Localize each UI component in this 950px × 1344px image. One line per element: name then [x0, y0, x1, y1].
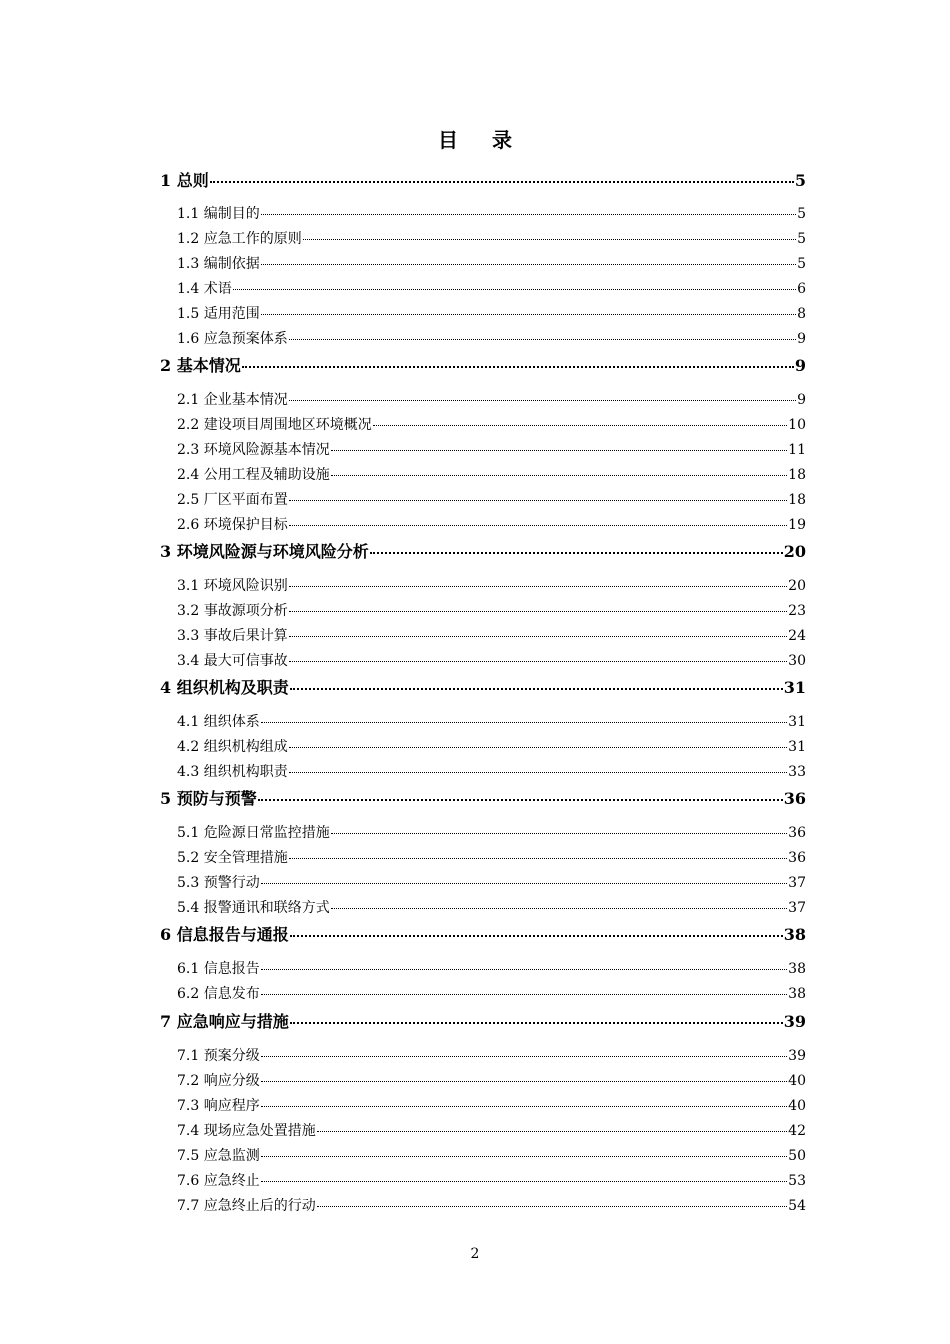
toc-dot-leader [261, 314, 796, 315]
toc-entry-page: 53 [788, 1173, 806, 1189]
toc-entry-page: 36 [783, 789, 806, 808]
toc-entry-page: 20 [783, 542, 806, 561]
toc-dot-leader [289, 525, 787, 526]
toc-dot-leader [289, 400, 796, 401]
toc-entry-label: 7.5 应急监测 [177, 1148, 260, 1164]
toc-chapter-entry[interactable] [160, 353, 806, 376]
toc-dot-leader [289, 661, 787, 662]
toc-entry-page: 50 [788, 1148, 806, 1164]
toc-entry-label: 6.2 信息发布 [177, 986, 260, 1002]
toc-entry-page: 19 [788, 517, 806, 533]
toc-dot-leader [261, 1181, 787, 1182]
toc-dot-leader [242, 366, 794, 368]
toc-entry-label: 4.1 组织体系 [177, 714, 260, 730]
toc-entry-page: 20 [788, 578, 806, 594]
toc-entry-label: 7.4 现场应急处置措施 [177, 1123, 316, 1139]
toc-section-entry[interactable] [177, 464, 806, 484]
toc-entry-page: 9 [794, 356, 806, 375]
toc-entry-page: 23 [788, 603, 806, 619]
toc-dot-leader [331, 475, 787, 476]
toc-dot-leader [289, 858, 787, 859]
toc-entry-label: 2.2 建设项目周围地区环境概况 [177, 417, 372, 433]
toc-entry-page: 30 [788, 653, 806, 669]
toc-entry-page: 31 [788, 714, 806, 730]
toc-section-entry[interactable] [177, 872, 806, 892]
toc-entry-page: 11 [788, 442, 806, 458]
toc-section-entry[interactable] [177, 489, 806, 509]
toc-entry-page: 5 [794, 171, 806, 190]
toc-dot-leader [261, 722, 787, 723]
toc-dot-leader [261, 1081, 787, 1082]
toc-entry-page: 9 [797, 392, 806, 408]
toc-entry-page: 40 [788, 1098, 806, 1114]
toc-chapter-entry[interactable] [160, 539, 806, 562]
toc-section-entry[interactable] [177, 389, 806, 409]
toc-entry-page: 36 [788, 850, 806, 866]
toc-section-entry[interactable] [177, 1145, 806, 1165]
toc-entry-page: 38 [783, 925, 806, 944]
toc-entry-label: 3.2 事故源项分析 [177, 603, 288, 619]
toc-entry-label: 7.7 应急终止后的行动 [177, 1198, 316, 1214]
toc-entry-label: 2.6 环境保护目标 [177, 517, 288, 533]
toc-section-entry[interactable] [177, 439, 806, 459]
toc-dot-leader [289, 636, 787, 637]
toc-section-entry[interactable] [177, 650, 806, 670]
toc-entry-label: 6.1 信息报告 [177, 961, 260, 977]
toc-dot-leader [261, 1056, 787, 1057]
toc-section-entry[interactable] [177, 736, 806, 756]
toc-entry-page: 18 [788, 467, 806, 483]
toc-entry-page: 38 [788, 961, 806, 977]
toc-entry-page: 39 [783, 1012, 806, 1031]
toc-entry-label: 5.3 预警行动 [177, 875, 260, 891]
toc-dot-leader [261, 994, 787, 995]
toc-dot-leader [290, 688, 783, 690]
toc-entry-label: 1.3 编制依据 [177, 256, 260, 272]
toc-dot-leader [317, 1131, 787, 1132]
toc-entry-label: 2.4 公用工程及辅助设施 [177, 467, 330, 483]
toc-dot-leader [210, 181, 794, 183]
toc-section-entry[interactable] [177, 847, 806, 867]
toc-entry-page: 8 [797, 306, 806, 322]
toc-entry-label: 3.4 最大可信事故 [177, 653, 288, 669]
toc-entry-page: 9 [797, 331, 806, 347]
toc-entry-page: 31 [788, 739, 806, 755]
toc-entry-label: 6 信息报告与通报 [160, 925, 289, 944]
toc-entry-label: 2 基本情况 [160, 356, 241, 375]
toc-dot-leader [331, 908, 787, 909]
toc-entry-label: 2.1 企业基本情况 [177, 392, 288, 408]
toc-dot-leader [289, 747, 787, 748]
toc-entry-label: 4 组织机构及职责 [160, 678, 289, 697]
toc-section-entry[interactable] [177, 575, 806, 595]
toc-section-entry[interactable] [177, 822, 806, 842]
toc-dot-leader [261, 214, 796, 215]
toc-entry-label: 2.5 厂区平面布置 [177, 492, 288, 508]
toc-section-entry[interactable] [177, 958, 806, 978]
toc-entry-label: 7 应急响应与措施 [160, 1012, 289, 1031]
toc-dot-leader [290, 1022, 783, 1024]
toc-section-entry[interactable] [177, 1120, 806, 1140]
toc-section-entry[interactable] [177, 1045, 806, 1065]
toc-entry-label: 1.4 术语 [177, 281, 232, 297]
toc-dot-leader [289, 611, 787, 612]
toc-entry-page: 5 [797, 256, 806, 272]
toc-entry-page: 36 [788, 825, 806, 841]
toc-section-entry[interactable] [177, 203, 806, 223]
toc-entry-label: 5.4 报警通讯和联络方式 [177, 900, 330, 916]
toc-entry-page: 37 [788, 900, 806, 916]
toc-dot-leader [331, 450, 787, 451]
toc-entry-page: 33 [788, 764, 806, 780]
toc-entry-page: 18 [788, 492, 806, 508]
toc-dot-leader [290, 935, 783, 937]
toc-section-entry[interactable] [177, 1170, 806, 1190]
toc-dot-leader [303, 239, 796, 240]
toc-entry-label: 1.6 应急预案体系 [177, 331, 288, 347]
toc-chapter-entry[interactable] [160, 922, 806, 945]
toc-dot-leader [289, 772, 787, 773]
toc-entry-page: 31 [783, 678, 806, 697]
toc-section-entry[interactable] [177, 711, 806, 731]
toc-entry-label: 3.1 环境风险识别 [177, 578, 288, 594]
toc-entry-page: 42 [788, 1123, 806, 1139]
toc-dot-leader [261, 1106, 787, 1107]
toc-entry-label: 5.1 危险源日常监控措施 [177, 825, 330, 841]
toc-entry-page: 10 [788, 417, 806, 433]
toc-entry-page: 5 [797, 206, 806, 222]
toc-section-entry[interactable] [177, 1070, 806, 1090]
toc-dot-leader [289, 500, 787, 501]
toc-entry-page: 24 [788, 628, 806, 644]
toc-entry-label: 3.3 事故后果计算 [177, 628, 288, 644]
toc-entry-label: 7.3 响应程序 [177, 1098, 260, 1114]
toc-entry-label: 2.3 环境风险源基本情况 [177, 442, 330, 458]
toc-section-entry[interactable] [177, 228, 806, 248]
toc-dot-leader [261, 883, 787, 884]
toc-section-entry[interactable] [177, 303, 806, 323]
toc-section-entry[interactable] [177, 253, 806, 273]
toc-section-entry[interactable] [177, 278, 806, 298]
toc-section-entry[interactable] [177, 600, 806, 620]
toc-entry-label: 3 环境风险源与环境风险分析 [160, 542, 369, 561]
toc-entry-page: 38 [788, 986, 806, 1002]
toc-section-entry[interactable] [177, 1095, 806, 1115]
toc-dot-leader [233, 289, 796, 290]
toc-dot-leader [317, 1206, 787, 1207]
toc-dot-leader [261, 1156, 787, 1157]
toc-section-entry[interactable] [177, 897, 806, 917]
toc-entry-label: 7.6 应急终止 [177, 1173, 260, 1189]
toc-entry-label: 4.2 组织机构组成 [177, 739, 288, 755]
toc-chapter-entry[interactable] [160, 1009, 806, 1032]
toc-entry-label: 1.5 适用范围 [177, 306, 260, 322]
toc-dot-leader [289, 339, 796, 340]
toc-dot-leader [373, 425, 787, 426]
toc-dot-leader [261, 969, 787, 970]
toc-entry-page: 6 [797, 281, 806, 297]
toc-chapter-entry[interactable] [160, 786, 806, 809]
toc-entry-label: 5 预防与预警 [160, 789, 257, 808]
toc-section-entry[interactable] [177, 625, 806, 645]
toc-entry-label: 1 总则 [160, 171, 209, 190]
toc-title: 目录 [438, 128, 546, 152]
toc-dot-leader [289, 586, 787, 587]
toc-entry-label: 7.2 响应分级 [177, 1073, 260, 1089]
toc-entry-label: 4.3 组织机构职责 [177, 764, 288, 780]
page-number: 2 [470, 1246, 480, 1262]
toc-dot-leader [331, 833, 787, 834]
toc-entry-page: 39 [788, 1048, 806, 1064]
toc-chapter-entry[interactable] [160, 168, 806, 191]
toc-entry-page: 37 [788, 875, 806, 891]
toc-section-entry[interactable] [177, 1195, 806, 1215]
toc-section-entry[interactable] [177, 514, 806, 534]
toc-entry-label: 1.2 应急工作的原则 [177, 231, 302, 247]
toc-entry-label: 1.1 编制目的 [177, 206, 260, 222]
toc-dot-leader [370, 552, 783, 554]
toc-entry-page: 40 [788, 1073, 806, 1089]
toc-dot-leader [258, 799, 783, 801]
toc-section-entry[interactable] [177, 983, 806, 1003]
toc-entry-page: 54 [788, 1198, 806, 1214]
toc-chapter-entry[interactable] [160, 675, 806, 698]
toc-section-entry[interactable] [177, 761, 806, 781]
toc-section-entry[interactable] [177, 414, 806, 434]
toc-dot-leader [261, 264, 796, 265]
toc-section-entry[interactable] [177, 328, 806, 348]
toc-entry-label: 7.1 预案分级 [177, 1048, 260, 1064]
toc-entry-label: 5.2 安全管理措施 [177, 850, 288, 866]
toc-entry-page: 5 [797, 231, 806, 247]
